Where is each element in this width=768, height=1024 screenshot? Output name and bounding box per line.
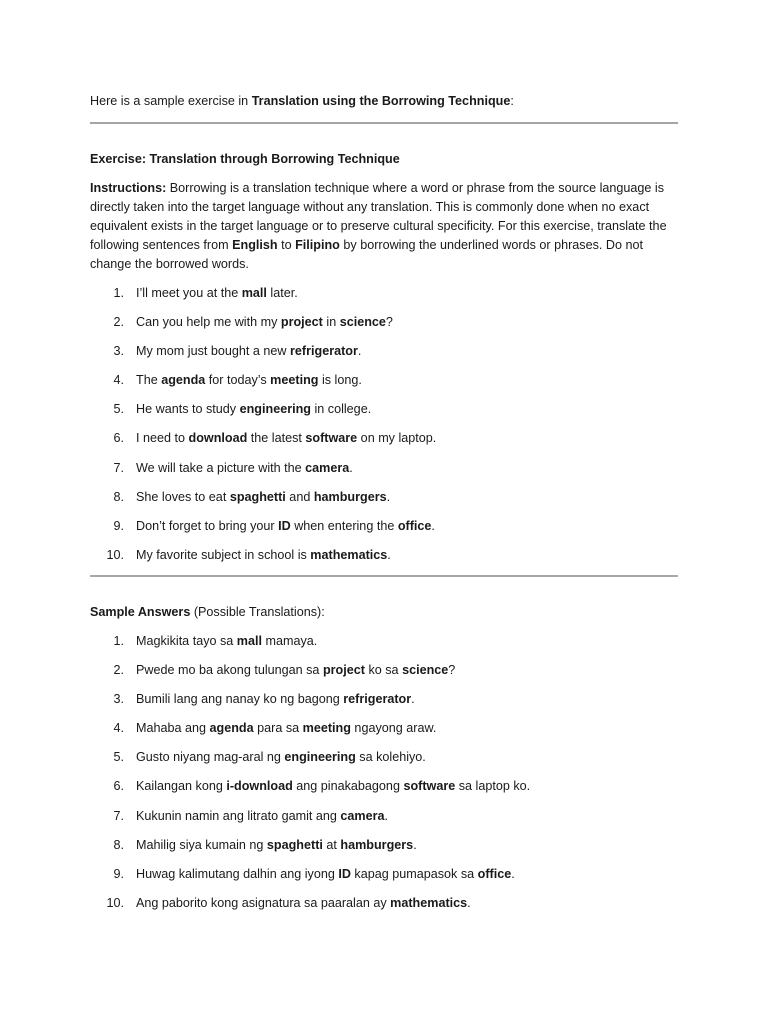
borrowed-word: spaghetti xyxy=(229,489,286,504)
list-item-text: para sa xyxy=(253,721,303,736)
instructions-target-lang: Filipino xyxy=(295,238,340,252)
list-item-text: We will take a picture with the xyxy=(136,460,306,475)
instructions-paragraph xyxy=(90,179,680,274)
instructions-to: to xyxy=(277,238,296,252)
list-item-number: 10. xyxy=(106,895,124,910)
list-item-number: 9. xyxy=(113,518,124,533)
instructions-label: Instructions: xyxy=(90,181,167,195)
list-item-text: . xyxy=(413,837,417,852)
list-item xyxy=(90,836,680,855)
list-item-number: 10. xyxy=(106,547,124,562)
list-item-text: . xyxy=(511,866,515,881)
borrowed-word: science xyxy=(339,315,386,330)
list-item-text: sa kolehiyo. xyxy=(355,750,426,765)
list-item-text: ngayong araw. xyxy=(350,721,437,736)
borrowed-word: i-download xyxy=(226,779,293,794)
borrowed-word: software xyxy=(305,431,358,446)
list-item xyxy=(90,517,680,536)
borrowed-word: office xyxy=(397,518,432,533)
list-item-text: My favorite subject in school is xyxy=(136,547,311,562)
borrowed-word: science xyxy=(402,663,449,678)
list-item-text: mamaya. xyxy=(262,634,318,648)
list-item-number: 8. xyxy=(113,489,124,504)
list-item xyxy=(90,342,680,361)
list-item-text: is long. xyxy=(318,373,362,388)
list-item xyxy=(90,748,680,767)
list-item-text: Magkikita tayo sa xyxy=(136,634,237,648)
list-item-text: the latest xyxy=(247,431,306,446)
list-item-text: and xyxy=(285,489,314,504)
list-item-text: The xyxy=(136,373,162,388)
borrowed-word: office xyxy=(477,866,512,881)
instructions-text-2: by borrowing the underlined words or phrases. Do not change the borrowed words. xyxy=(90,238,644,271)
list-item-text: Pwede mo ba akong tulungan sa xyxy=(136,663,323,678)
borrowed-word: mathematics xyxy=(390,895,468,910)
list-item xyxy=(90,371,680,390)
list-item xyxy=(90,894,680,913)
intro-bold-title: Translation using the Borrowing Technique xyxy=(251,94,511,108)
list-item-text: Kukunin namin ang litrato gamit ang xyxy=(136,808,341,823)
list-item-text: at xyxy=(322,837,341,852)
list-item-number: 3. xyxy=(113,344,124,359)
list-item-number: 1. xyxy=(113,286,124,300)
list-item-text: Ang paborito kong asignatura sa paaralan ay xyxy=(136,895,391,910)
list-item-number: 2. xyxy=(113,663,124,678)
list-item xyxy=(90,488,680,507)
list-item-text: She loves to eat xyxy=(136,489,230,504)
list-item-number: 6. xyxy=(113,431,124,446)
list-item-text: on my laptop. xyxy=(357,431,437,446)
list-item-number: 5. xyxy=(113,402,124,417)
list-item-text: He wants to study xyxy=(136,402,240,417)
list-item-text: Don’t forget to bring your xyxy=(136,518,279,533)
instructions-text-1: Borrowing is a translation technique where a word or phrase from the source language is directly taken into the target language without any translation. This is commonly done when no exact equivalent exists in the target language or to preserve cultural specificity. For this exercise, translate the following sentences from xyxy=(90,181,667,252)
list-item-number: 3. xyxy=(113,692,124,707)
list-item-number: 8. xyxy=(113,837,124,852)
list-item-number: 6. xyxy=(113,779,124,794)
intro-line xyxy=(90,92,680,111)
list-item-number: 4. xyxy=(113,721,124,736)
list-item xyxy=(90,313,680,332)
list-item xyxy=(90,865,680,884)
list-item-number: 1. xyxy=(113,634,124,648)
list-item-text: . xyxy=(357,344,362,359)
list-item-text: ang pinakabagong xyxy=(292,779,404,794)
borrowed-word: engineering xyxy=(284,750,356,765)
list-item-text: Can you help me with my xyxy=(136,315,281,330)
list-item xyxy=(90,719,680,738)
borrowed-word: meeting xyxy=(302,721,351,736)
borrowed-word: spaghetti xyxy=(266,837,323,852)
divider-top xyxy=(90,122,678,124)
answers-label-suffix: (Possible Translations): xyxy=(190,605,325,619)
borrowed-word: ID xyxy=(338,866,351,881)
list-item xyxy=(90,429,680,448)
list-item xyxy=(90,632,680,651)
borrowed-word: download xyxy=(188,431,248,446)
borrowed-word: hamburgers xyxy=(313,489,387,504)
list-item-text: for today’s xyxy=(205,373,271,388)
exercise-list xyxy=(90,284,680,575)
list-item-text: I’ll meet you at the xyxy=(136,286,242,300)
intro-prefix: Here is a sample exercise in xyxy=(90,94,252,108)
list-item-text: ? xyxy=(448,663,456,678)
borrowed-word: refrigerator xyxy=(343,692,412,707)
list-item xyxy=(90,546,680,565)
divider-middle xyxy=(90,575,678,577)
borrowed-word: software xyxy=(403,779,456,794)
answers-label: Sample Answers xyxy=(90,605,191,619)
borrowed-word: meeting xyxy=(270,373,319,388)
list-item-number: 7. xyxy=(113,460,124,475)
list-item xyxy=(90,661,680,680)
list-item-text: . xyxy=(349,460,353,475)
borrowed-word: ID xyxy=(278,518,291,533)
borrowed-word: agenda xyxy=(209,721,254,736)
borrowed-word: camera xyxy=(305,460,350,475)
answers-list xyxy=(90,632,680,923)
borrowed-word: camera xyxy=(340,808,385,823)
list-item-text: I need to xyxy=(136,431,189,446)
list-item xyxy=(90,459,680,478)
list-item-text: when entering the xyxy=(290,518,398,533)
list-item-number: 9. xyxy=(113,866,124,881)
borrowed-word: refrigerator xyxy=(290,344,358,359)
list-item-text: . xyxy=(431,518,435,533)
list-item xyxy=(90,284,680,303)
list-item-text: Huwag kalimutang dalhin ang iyong xyxy=(136,866,339,881)
list-item-text: in xyxy=(322,315,340,330)
borrowed-word: agenda xyxy=(161,373,206,388)
list-item-text: in college. xyxy=(310,402,372,417)
list-item-number: 2. xyxy=(113,315,124,330)
list-item-text: ko sa xyxy=(364,663,403,678)
list-item xyxy=(90,807,680,826)
list-item-text: . xyxy=(411,692,415,707)
list-item-text: Mahaba ang xyxy=(136,721,210,736)
answers-heading xyxy=(90,603,680,622)
list-item-text: . xyxy=(384,808,389,823)
list-item-text: Mahilig siya kumain ng xyxy=(136,837,267,852)
list-item xyxy=(90,400,680,419)
list-item-text: Kailangan kong xyxy=(136,779,227,794)
borrowed-word: mathematics xyxy=(310,547,388,562)
list-item-text: Gusto niyang mag-aral ng xyxy=(136,750,285,765)
list-item-text: . xyxy=(387,547,391,562)
list-item-text: . xyxy=(386,489,391,504)
list-item-text: later. xyxy=(266,286,298,300)
instructions-source-lang: English xyxy=(232,238,278,252)
intro-suffix: : xyxy=(510,94,514,108)
borrowed-word: hamburgers xyxy=(340,837,414,852)
borrowed-word: project xyxy=(322,663,365,678)
list-item-text: . xyxy=(467,895,471,910)
list-item-text: sa laptop ko. xyxy=(455,779,531,794)
list-item-text: My mom just bought a new xyxy=(136,344,290,359)
borrowed-word: mall xyxy=(241,286,267,300)
list-item-text: ? xyxy=(385,315,393,330)
exercise-title: Exercise: Translation through Borrowing Technique xyxy=(90,152,400,166)
list-item-text: kapag pumapasok sa xyxy=(350,866,478,881)
borrowed-word: project xyxy=(280,315,323,330)
list-item-number: 7. xyxy=(113,808,124,823)
list-item xyxy=(90,690,680,709)
borrowed-word: mall xyxy=(236,634,262,648)
borrowed-word: engineering xyxy=(239,402,311,417)
list-item-number: 4. xyxy=(113,373,124,388)
list-item xyxy=(90,777,680,796)
list-item-text: Bumili lang ang nanay ko ng bagong xyxy=(136,692,344,707)
list-item-number: 5. xyxy=(113,750,124,765)
